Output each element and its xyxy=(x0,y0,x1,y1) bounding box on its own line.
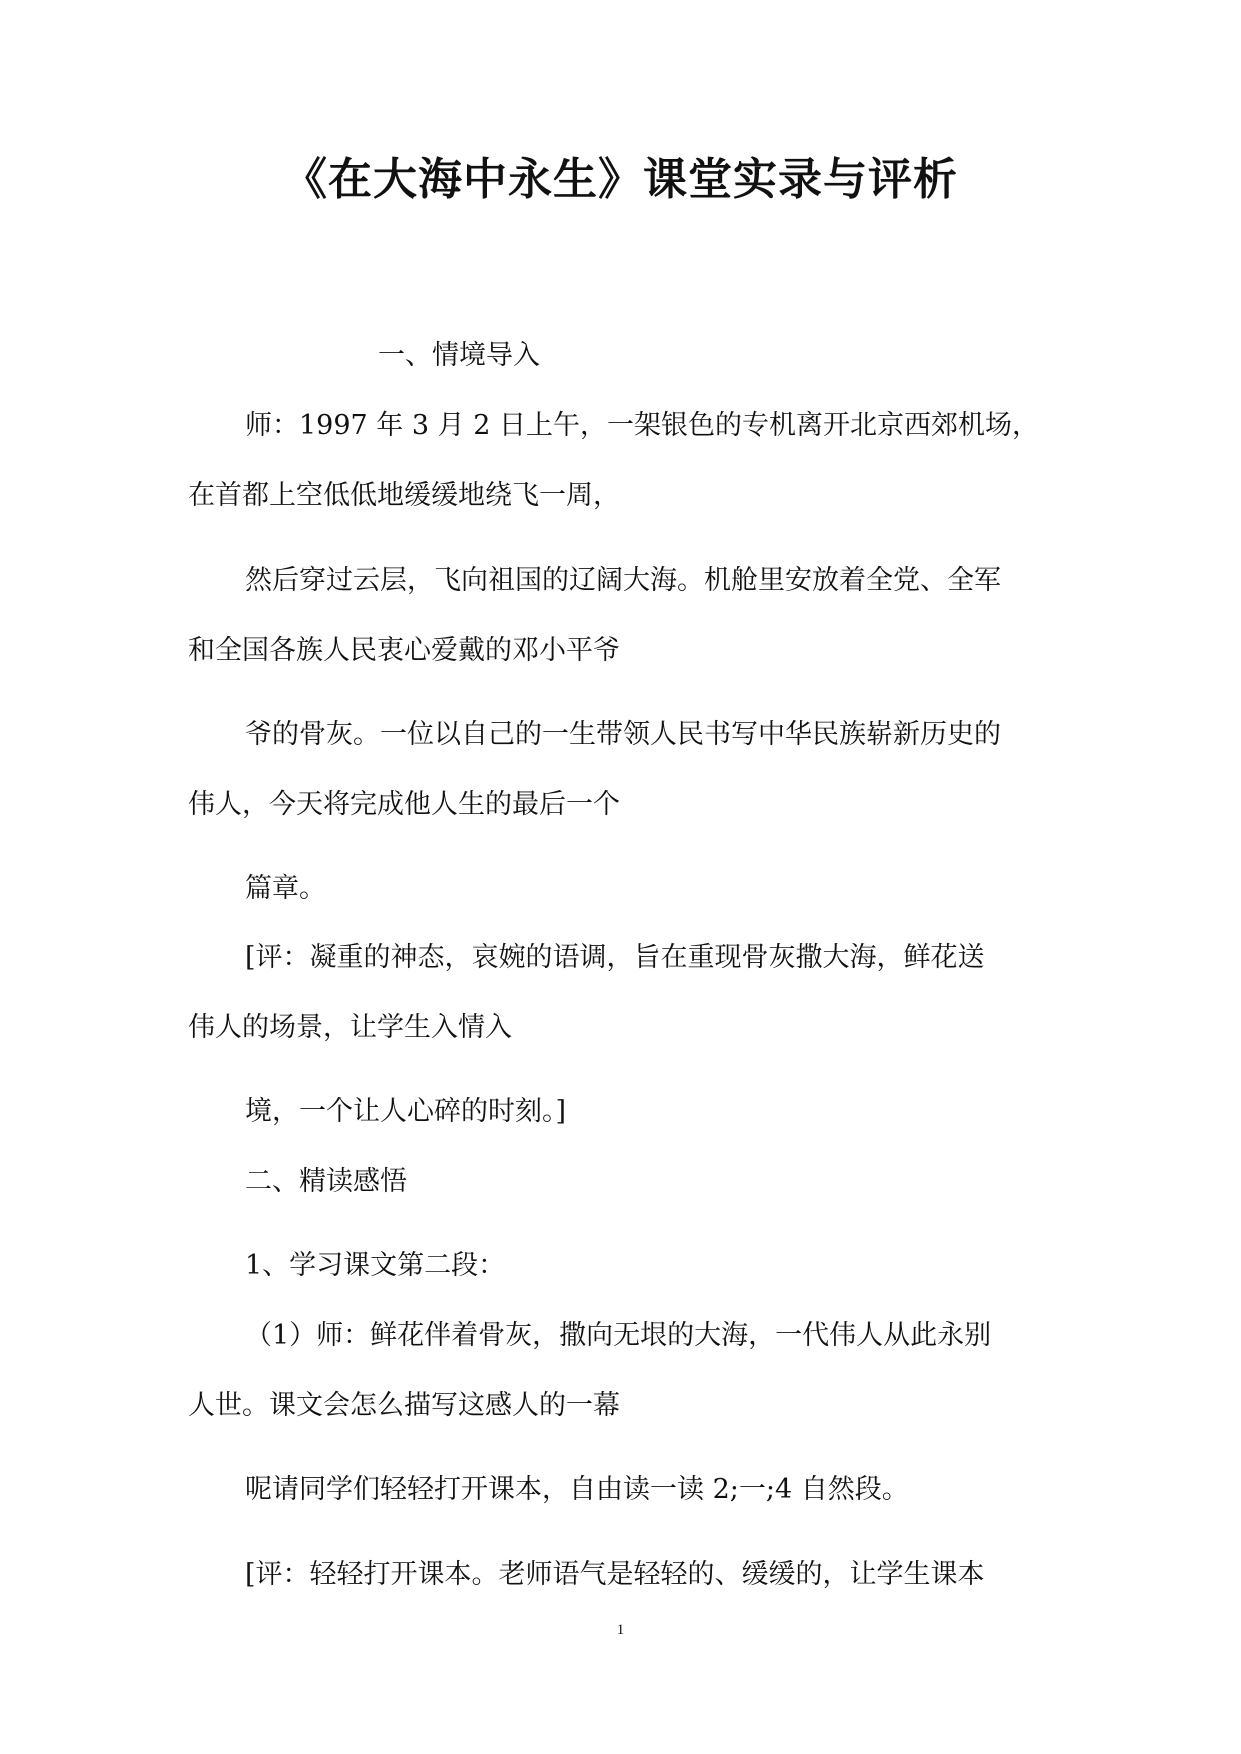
comment-line: [评：轻轻打开课本。老师语气是轻轻的、缓缓的，让学生课本 xyxy=(245,1559,985,1590)
paragraph-line: 人世。课文会怎么描写这感人的一幕 xyxy=(188,1390,620,1421)
paragraph-line: 爷的骨灰。一位以自己的一生带领人民书写中华民族崭新历史的 xyxy=(245,719,1001,750)
page-title: 《在大海中永生》课堂实录与评析 xyxy=(283,154,958,205)
section-heading: 二、精读感悟 xyxy=(245,1166,407,1197)
subsection-heading: 1、学习课文第二段： xyxy=(245,1250,506,1281)
page-number: 1 xyxy=(616,1622,625,1638)
paragraph-line: 然后穿过云层，飞向祖国的辽阔大海。机舱里安放着全党、全军 xyxy=(245,565,1001,596)
paragraph-line: 呢请同学们轻轻打开课本，自由读一读 2;一;4 自然段。 xyxy=(245,1474,909,1505)
comment-line: 境，一个让人心碎的时刻。] xyxy=(245,1096,567,1127)
comment-line: 伟人的场景，让学生入情入 xyxy=(188,1012,512,1043)
comment-line: [评：凝重的神态，哀婉的语调，旨在重现骨灰撒大海，鲜花送 xyxy=(245,942,985,973)
paragraph-line: 师：1997 年 3 月 2 日上午，一架银色的专机离开北京西郊机场， xyxy=(245,410,1039,441)
paragraph-line: 在首都上空低低地缓缓地绕飞一周， xyxy=(188,480,620,511)
paragraph-line: 和全国各族人民衷心爱戴的邓小平爷 xyxy=(188,635,620,666)
section-heading: 一、情境导入 xyxy=(378,340,540,371)
paragraph-line: 篇章。 xyxy=(245,873,326,904)
paragraph-line: 伟人，今天将完成他人生的最后一个 xyxy=(188,789,620,820)
paragraph-line: （1）师：鲜花伴着骨灰，撒向无垠的大海，一代伟人从此永别 xyxy=(245,1320,992,1351)
